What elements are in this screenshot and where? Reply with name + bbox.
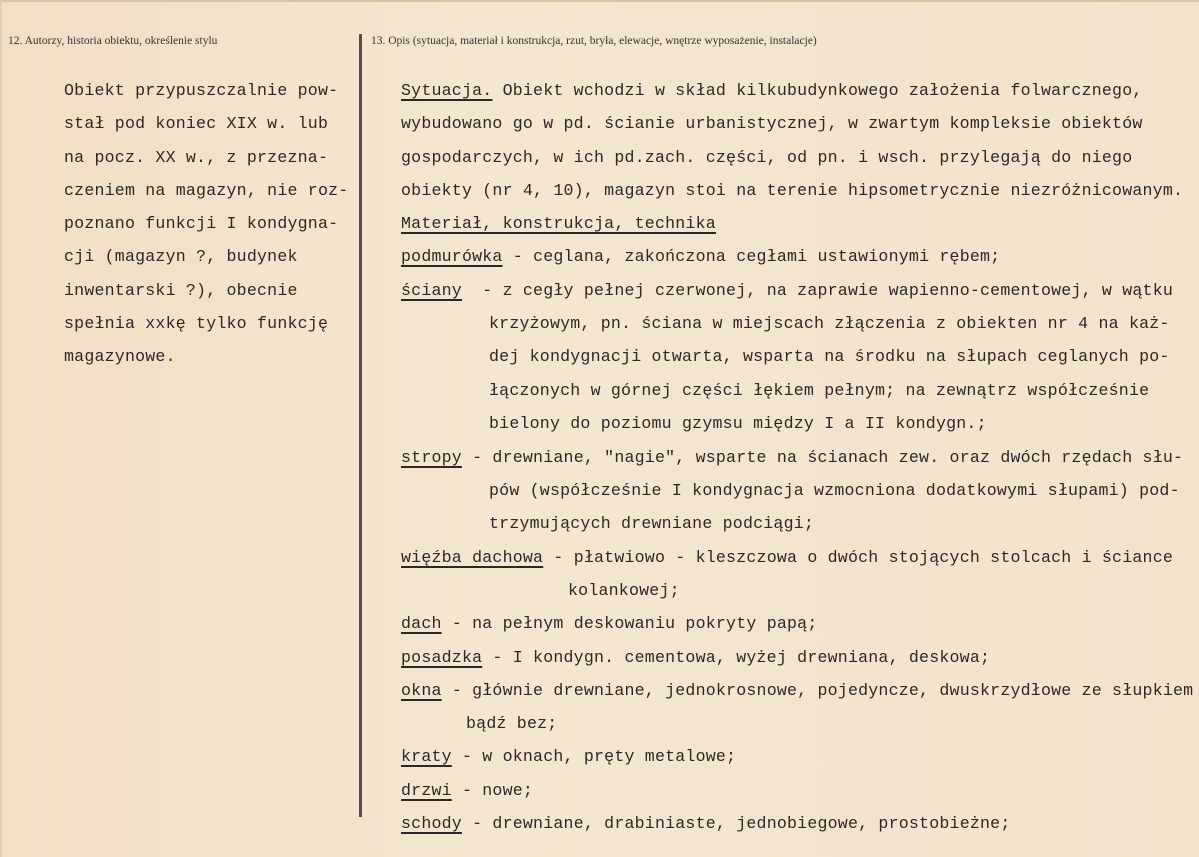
description-line: stropy - drewniane, "nagie", wsparte na ścianach zew. oraz dwóch rzędach słu- <box>401 448 1184 467</box>
section-term: okna <box>401 681 442 700</box>
description-line: podmurówka - ceglana, zakończona cegłami ustawionymi rębem; <box>401 247 1001 266</box>
section-13-header: 13. Opis (sytuacja, materiał i konstrukcja, rzut, bryła, elewacje, wnętrze wyposażenie, instalacje) <box>371 35 817 47</box>
history-line: stał pod koniec XIX w. lub <box>64 114 329 133</box>
description-line: dej kondygnacji otwarta, wsparta na środku na słupach ceglanych po- <box>489 347 1170 366</box>
description-line: Sytuacja. Obiekt wchodzi w skład kilkubudynkowego założenia folwarcznego, <box>401 81 1143 100</box>
description-line <box>401 214 716 234</box>
history-line: Obiekt przypuszczalnie pow- <box>64 81 339 100</box>
history-line: na pocz. XX w., z przezna- <box>64 148 329 167</box>
description-line: gospodarczych, w ich pd.zach. części, od pn. i wsch. przylegają do niego <box>401 148 1133 167</box>
description-line: dach - na pełnym deskowaniu pokryty papą; <box>401 614 818 633</box>
history-line: czeniem na magazyn, nie roz- <box>64 181 349 200</box>
description-line: trzymujących drewniane podciągi; <box>489 514 815 533</box>
description-line: krzyżowym, pn. ściana w miejscach złączenia z obiekten nr 4 na każ- <box>489 314 1170 333</box>
section-term: ściany <box>401 281 462 300</box>
description-line: okna - głównie drewniane, jednokrosnowe, pojedyncze, dwuskrzydłowe ze słupkiem <box>401 681 1194 700</box>
section-term: więźba dachowa <box>401 548 544 567</box>
description-line: schody - drewniane, drabiniaste, jednobiegowe, prostobieżne; <box>401 814 1011 833</box>
description-line: drzwi - nowe; <box>401 781 534 800</box>
history-line: inwentarski ?), obecnie <box>64 281 298 300</box>
description-line: posadzka - I kondygn. cementowa, wyżej drewniana, deskowa; <box>401 648 991 667</box>
section-term: Materiał, konstrukcja, technika <box>401 214 716 233</box>
history-line: spełnia xxkę tylko funkcję <box>64 314 329 333</box>
page-edge-left <box>0 0 2 857</box>
description-line: bielony do poziomu gzymsu między I a II kondygn.; <box>489 414 987 433</box>
section-term: Sytuacja. <box>401 81 493 100</box>
history-line: magazynowe. <box>64 347 176 366</box>
section-term: dach <box>401 614 442 633</box>
column-divider <box>359 34 362 817</box>
description-line: łączonych w górnej części łękiem pełnym; na zewnątrz współcześnie <box>489 381 1150 400</box>
history-line: cji (magazyn ?, budynek <box>64 247 298 266</box>
section-term: kraty <box>401 747 452 766</box>
section-term: stropy <box>401 448 462 467</box>
description-line: wybudowano go w pd. ścianie urbanistycznej, w zwartym kompleksie obiektów <box>401 114 1143 133</box>
description-line: kolankowej; <box>568 581 680 600</box>
description-line: kraty - w oknach, pręty metalowe; <box>401 747 737 766</box>
description-line: obiekty (nr 4, 10), magazyn stoi na terenie hipsometrycznie niezróżnicowanym. <box>401 181 1184 200</box>
description-line: pów (współcześnie I kondygnacja wzmocniona dodatkowymi słupami) pod- <box>489 481 1180 500</box>
section-term: posadzka <box>401 648 483 667</box>
description-line: bądź bez; <box>466 714 558 733</box>
description-line: więźba dachowa - płatwiowo - kleszczowa o dwóch stojących stolcach i ściance <box>401 548 1174 567</box>
section-term: podmurówka <box>401 247 503 266</box>
section-term: drzwi <box>401 781 452 800</box>
page-edge-top <box>0 0 1199 2</box>
description-line: ściany - z cegły pełnej czerwonej, na zaprawie wapienno-cementowej, w wątku <box>401 281 1174 300</box>
section-term: schody <box>401 814 462 833</box>
section-12-header: 12. Autorzy, historia obiektu, określenie stylu <box>8 35 218 47</box>
history-line: poznano funkcji I kondygna- <box>64 214 339 233</box>
